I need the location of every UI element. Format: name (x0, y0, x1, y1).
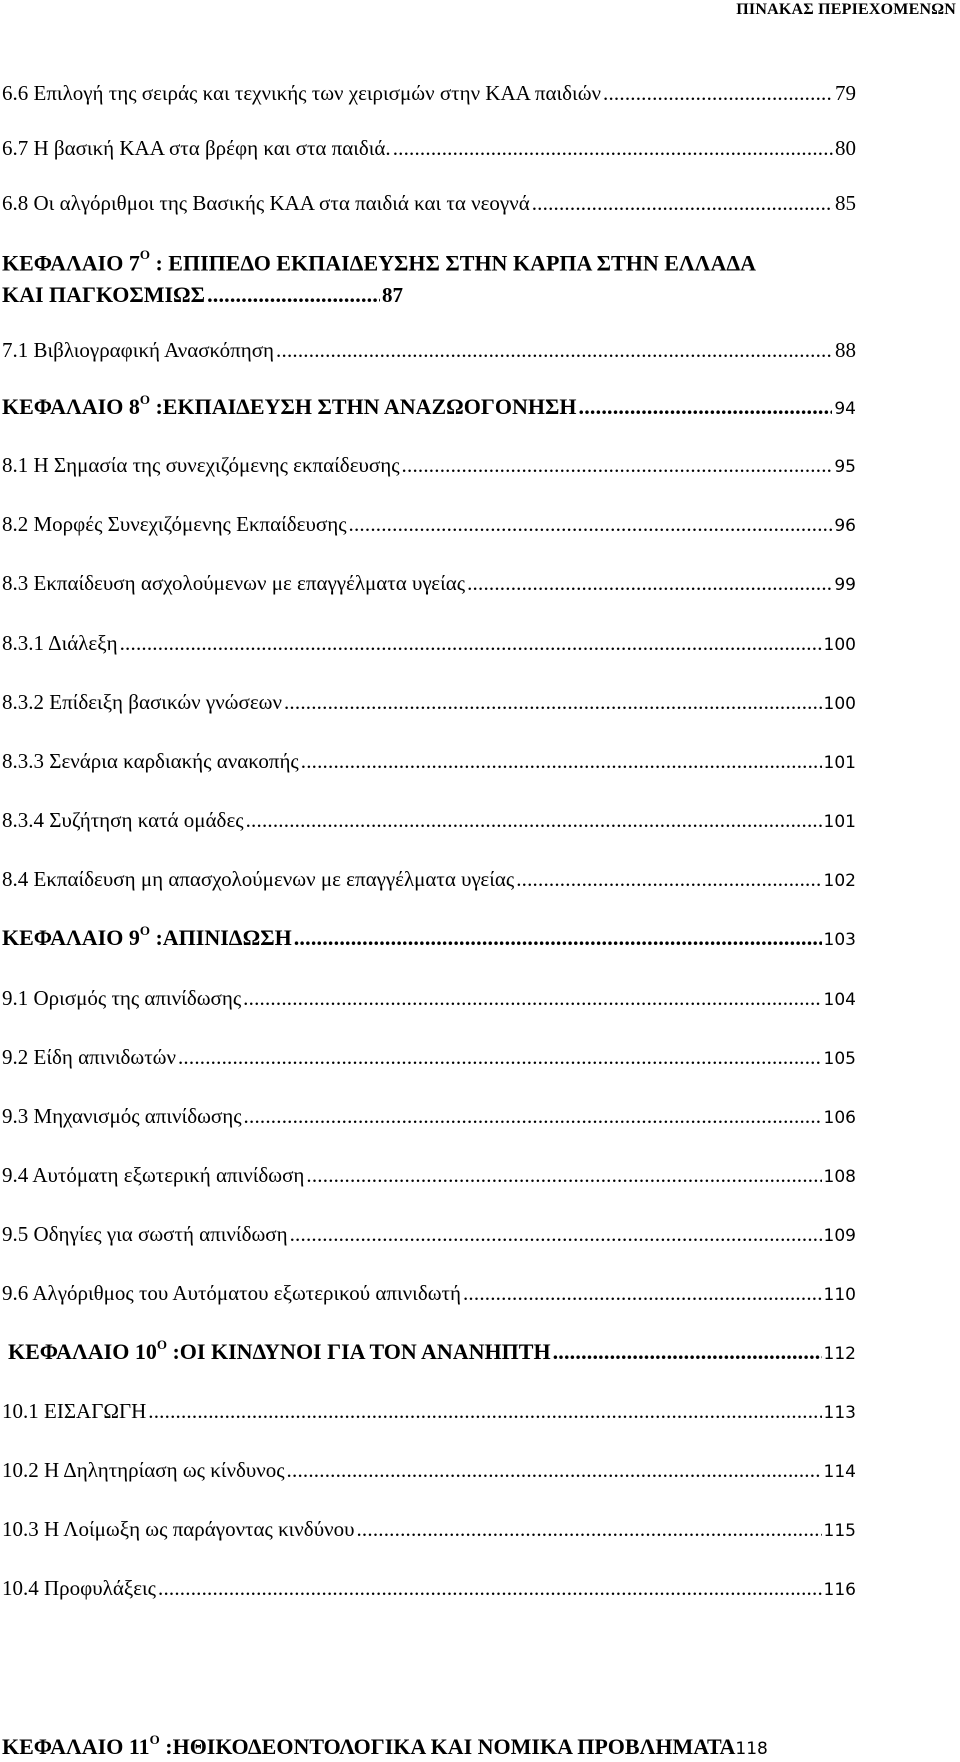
toc-entry-title: 8.3.1 Διάλεξη (2, 631, 118, 655)
chapter-label: ΚΕΦΑΛΑΙΟ 7 (2, 250, 140, 276)
toc-entry[interactable] (2, 1398, 856, 1426)
toc-entry-page: 101 (823, 753, 856, 773)
dot-leader (532, 190, 833, 216)
dot-leader (553, 1339, 822, 1365)
toc-entry-page: 99 (834, 575, 856, 595)
toc-entry-page: 118 (735, 1739, 768, 1759)
toc-entry[interactable] (2, 511, 856, 539)
toc-entry-title: 8.2 Μορφές Συνεχιζόμενης Εκπαίδευσης (2, 512, 347, 536)
toc-entry-page: 79 (835, 81, 856, 105)
toc-entry-page: 104 (823, 990, 856, 1010)
toc-entry[interactable] (2, 135, 856, 161)
toc-entry[interactable] (2, 1162, 856, 1190)
toc-entry[interactable] (2, 1457, 856, 1485)
dot-leader (294, 925, 822, 951)
toc-entry-page: 100 (823, 694, 856, 714)
toc-entry[interactable] (2, 689, 856, 717)
toc-entry-title: 6.8 Οι αλγόριθμοι της Βασικής ΚΑΑ στα παιδιά και τα νεογνά (2, 191, 530, 215)
toc-entry-chapter[interactable] (2, 282, 403, 308)
toc-entry[interactable] (2, 866, 856, 894)
toc-entry-page: 103 (823, 930, 856, 950)
dot-leader (207, 282, 380, 308)
toc-entry-page: 112 (823, 1344, 856, 1364)
toc-entry-title: 8.3 Εκπαίδευση ασχολούμενων με επαγγέλματα υγείας (2, 571, 466, 595)
toc-entry-page: 88 (835, 338, 856, 362)
toc-entry-title: ΚΕΦΑΛΑΙΟ $9^O$ :ΑΠΙΝΙΔΩΣΗ (2, 922, 292, 950)
chapter-7-heading-line1[interactable] (2, 245, 756, 276)
dot-leader (178, 1044, 822, 1070)
toc-entry[interactable] (2, 1221, 856, 1249)
dot-leader (402, 452, 833, 478)
dot-leader (158, 1575, 822, 1601)
dot-leader (120, 630, 822, 656)
dot-leader (284, 689, 822, 715)
toc-entry[interactable] (2, 1575, 856, 1603)
toc-entry-title: 6.7 Η βασική ΚΑΑ στα βρέφη και στα παιδιά. (2, 136, 391, 160)
toc-entry-page: 114 (823, 1462, 856, 1482)
toc-entry[interactable] (2, 570, 856, 598)
toc-entry[interactable] (2, 1516, 856, 1544)
toc-entry-title: 8.4 Εκπαίδευση μη απασχολούμενων με επαγγέλματα υγείας (2, 867, 515, 891)
toc-entry[interactable] (2, 985, 856, 1013)
toc-entry[interactable] (2, 807, 856, 835)
toc-entry[interactable] (2, 630, 856, 658)
toc-entry-page: 100 (823, 635, 856, 655)
toc-entry-page: 80 (835, 136, 856, 160)
toc-entry-title: 9.1 Ορισμός της απινίδωσης (2, 986, 242, 1010)
toc-entry-title: 10.4 Προφυλάξεις (2, 1576, 156, 1600)
toc-entry[interactable] (2, 748, 856, 776)
toc-entry-title: 10.3 Η Λοίμωξη ως παράγοντας κινδύνου (2, 1517, 355, 1541)
toc-entry-title: 9.4 Αυτόματη εξωτερική απινίδωση (2, 1163, 305, 1187)
toc-entry-title: 7.1 Βιβλιογραφική Ανασκόπηση (2, 338, 275, 362)
dot-leader (463, 1280, 822, 1306)
chapter-title-part: : ΕΠΙΠΕΔΟ ΕΚΠΑΙΔΕΥΣΗΣ ΣΤΗΝ ΚΑΡΠΑ ΣΤΗΝ ΕΛΛΑΔΑ (149, 250, 757, 276)
toc-entry-chapter[interactable] (2, 391, 856, 422)
toc-entry-page: 106 (823, 1108, 856, 1128)
toc-entry[interactable] (2, 190, 856, 216)
dot-leader (243, 985, 821, 1011)
dot-leader (516, 866, 821, 892)
dot-leader (579, 394, 833, 420)
toc-entry-title: 10.2 Η Δηλητηρίαση ως κίνδυνος (2, 1458, 285, 1482)
toc-entry-page: 108 (823, 1167, 856, 1187)
dot-leader (301, 748, 822, 774)
toc-entry-chapter[interactable] (2, 1731, 958, 1762)
toc-entry-title: 10.1 ΕΙΣΑΓΩΓΗ (2, 1399, 147, 1423)
toc-entry[interactable] (2, 1044, 856, 1072)
toc-entry[interactable] (2, 1280, 856, 1308)
dot-leader (356, 1516, 821, 1542)
dot-leader (603, 80, 833, 106)
toc-entry-title: ΚΑΙ ΠΑΓΚΟΣΜΙΩΣ (2, 282, 206, 307)
toc-entry-title: 8.3.4 Συζήτηση κατά ομάδες (2, 808, 244, 832)
toc-entry-page: 110 (823, 1285, 856, 1305)
toc-entry-chapter[interactable] (2, 922, 856, 953)
toc-entry-title: 9.3 Μηχανισμός απινίδωσης (2, 1104, 242, 1128)
toc-entry-page: 85 (835, 191, 856, 215)
dot-leader (393, 135, 833, 161)
toc-entry-page: 87 (382, 283, 403, 307)
toc-entry-page: 102 (823, 871, 856, 891)
toc-entry-page: 94 (834, 399, 856, 419)
toc-entry-title: 9.2 Είδη απινιδωτών (2, 1045, 176, 1069)
dot-leader (287, 1457, 822, 1483)
page-header: ΠΙΝΑΚΑΣ ΠΕΡΙΕΧΟΜΕΝΩΝ (736, 1, 956, 18)
dot-leader (244, 1103, 822, 1129)
dot-leader (246, 807, 822, 833)
toc-entry-title: 8.3.3 Σενάρια καρδιακής ανακοπής (2, 749, 299, 773)
toc-entry[interactable] (2, 1103, 856, 1131)
superscript: Ο (139, 247, 150, 262)
toc-entry-title: ΚΕΦΑΛΑΙΟ $10^O$ :ΟΙ ΚΙΝΔΥΝΟΙ ΓΙΑ ΤΟΝ ΑΝΑΝΗΠΤΗ (8, 1336, 551, 1364)
toc-entry-title: ΚΕΦΑΛΑΙΟ $8^O$ :ΕΚΠΑΙΔΕΥΣΗ ΣΤΗΝ ΑΝΑΖΩΟΓΟΝΗΣΗ (2, 391, 577, 419)
toc-entry-chapter[interactable] (8, 1336, 856, 1367)
toc-entry-page: 115 (823, 1521, 856, 1541)
toc-entry-page: 105 (823, 1049, 856, 1069)
dot-leader (148, 1398, 821, 1424)
toc-entry[interactable] (2, 452, 856, 480)
toc-entry-page: 95 (834, 457, 856, 477)
toc-entry-page: 113 (823, 1403, 856, 1423)
dot-leader (306, 1162, 821, 1188)
dot-leader (276, 337, 833, 363)
toc-entry-title: ΚΕΦΑΛΑΙΟ $11^O$ :ΗΘΙΚΟΔΕΟΝΤΟΛΟΓΙΚΑ ΚΑΙ ΝΟΜΙΚΑ ΠΡΟΒΛΗΜΑΤΑ (2, 1731, 736, 1759)
toc-entry-page: 109 (823, 1226, 856, 1246)
dot-leader (290, 1221, 822, 1247)
toc-entry-title: 9.6 Αλγόριθμος του Αυτόματου εξωτερικού απινιδωτή (2, 1281, 461, 1305)
toc-entry[interactable] (2, 80, 856, 106)
toc-entry-title: 8.1 Η Σημασία της συνεχιζόμενης εκπαίδευσης (2, 453, 400, 477)
toc-entry-title: 8.3.2 Επίδειξη βασικών γνώσεων (2, 690, 282, 714)
dot-leader (349, 511, 833, 537)
toc-entry-page: 101 (823, 812, 856, 832)
toc-entry[interactable] (2, 337, 856, 363)
dot-leader (467, 570, 832, 596)
toc-entry-page: 96 (834, 516, 856, 536)
toc-entry-page: 116 (823, 1580, 856, 1600)
toc-entry-title: 6.6 Επιλογή της σειράς και τεχνικής των χειρισμών στην ΚΑΑ παιδιών (2, 81, 602, 105)
toc-entry-title: 9.5 Οδηγίες για σωστή απινίδωση (2, 1222, 288, 1246)
